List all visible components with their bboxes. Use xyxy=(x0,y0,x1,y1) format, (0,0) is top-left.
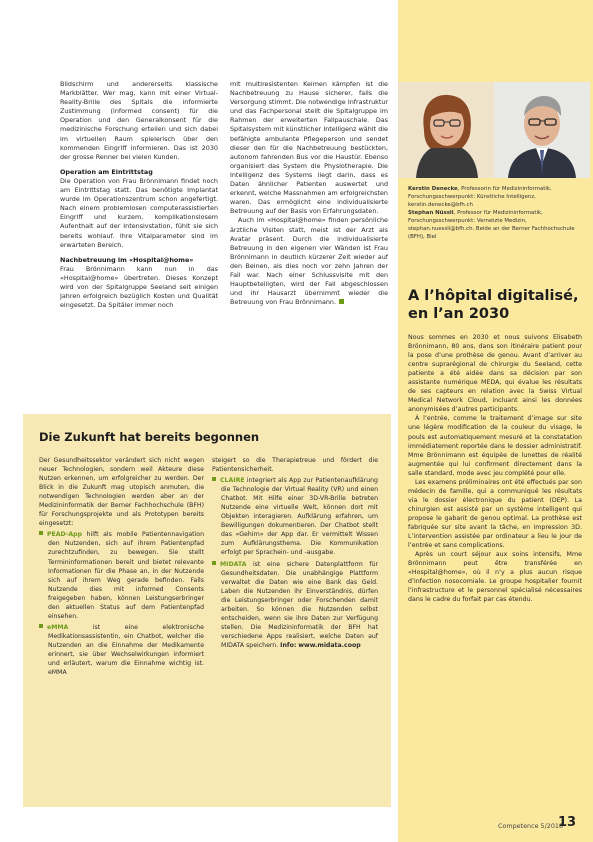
info-box-column-2 xyxy=(212,456,378,801)
author-bio xyxy=(408,186,584,209)
author-description: , Professor für Medizininformatik, Forschungsschwerpunkt: Vernetzte Medizin, stephan.nuessli@bfh.ch. Beide an der Berner Fachhochschule (BFH), Biel xyxy=(408,210,575,240)
portrait-photo-right xyxy=(494,82,590,178)
bullet-square-icon xyxy=(212,477,216,481)
bullet-square-icon xyxy=(39,531,43,535)
info-box-column-1 xyxy=(39,456,204,801)
author-description: , Professorin für Medizininformatik, Forschungsschwerpunkt: Künstliche Intelligenz, kerstin.denecke@bfh.ch xyxy=(408,186,552,208)
author-bio xyxy=(408,210,584,241)
sidebar-paragraph: À l’entrée, comme le traitement d’image sur site une légère modification de la couleur du visage, le pouls est automatiquement mesuré et la constatation immédiatement reportée dans le dossier administratif. Mme Brönnimann est équipée de lunettes de réalité augmentée qui lui confirment directement dans la salle standard, mode avec jeu complété pour elle. xyxy=(408,415,582,477)
bullet-square-icon xyxy=(212,561,216,565)
info-box-continuation: steigert so die Therapietreue und fördert die Patientensicherheit. xyxy=(212,457,378,474)
bullet-item xyxy=(39,530,204,620)
journal-footer: Competence 5/2018 xyxy=(498,822,564,830)
bullet-item xyxy=(212,560,378,650)
info-link[interactable]: www.midata.coop xyxy=(298,641,361,649)
sidebar-paragraph: Après un court séjour aux soins intensifs, Mme Brönnimann peut être transférée en «Hospital@home», où il n’y a plus aucun risque d’infection nosocomiale. Le groupe hospitalier fournit l’infrastructure et le personnel spécialisé nécessaires dans le cadre du forfait par cas étendu. xyxy=(408,551,582,604)
sidebar-paragraph: Nous sommes en 2030 et nous suivons Elisabeth Brönnimann, 80 ans, dans son itinéraire patient pour la pose d’une prothèse de genou. Avant d’arriver au centre suprarégional de chirurgie du Seeland, cette patiente a été aidée dans sa décision par son assistante numérique MEDA, qui évalue les résultats de ses capteurs en relation avec la Swiss Virtual Medical Network Cloud, incluant ainsi les données anonymisées d’autres participants. xyxy=(408,334,582,414)
bullet-name: CLAIRE xyxy=(220,477,245,485)
article-paragraph xyxy=(230,216,388,307)
info-box-intro: Der Gesundheitssektor verändert sich nicht wegen neuer Technologien, sondern weil Akteure diese Nutzen erkennen, um erfolgreicher zu werden. Der Blick in die Zukunft mag utopisch anmuten, die notwendigen Technologien werden aber an der Medizininformatik der Berner Fachhochschule (BFH) für Forschungsprojekte und als Prototypen bereits eingesetzt: xyxy=(39,457,204,528)
portrait-photo-left xyxy=(398,82,494,178)
page-number: 13 xyxy=(558,815,577,830)
article-paragraph: mit multiresistenten Keimen kämpfen ist die Nachbetreuung zu Hause sicherer, falls die Versorgung stimmt. Die notwendige Infrastruktur und das Fachpersonal stellt die Spitalgruppe im Rahmen der erweiterten Fallpauschale. Das Spitalsystem mit künstlicher Intelligenz wählt die befähigte ambulante Pflegeperson und sendet dieser den für die Nachbetreuung bestückten, autonom fahrenden Bus vor die Haustür. Ebenso organisiert das System die Physiotherapie. Die Intelligenz des Systems liegt darin, dass es Daten ähnlicher Patienten auswertet und erkennt, welche Massnahmen am erfolgreichsten waren. Das ermöglicht eine individualisierte Betreuung auf der Basis von Erfahrungsdaten. xyxy=(230,80,388,216)
sidebar-body xyxy=(408,333,582,803)
article-column-2 xyxy=(230,80,388,405)
bullet-name: eMMA xyxy=(47,623,69,631)
bullet-text: ist eine elektronische Medikationsassistentin, ein Chatbot, welcher die Nutzenden an die Einnahme der Medikamente erinnert, sie über Wechselwirkungen informiert und erläutert, warum die Einnahme wichtig ist. eMMA xyxy=(48,623,204,677)
sidebar-paragraph: Les examens préliminaires ont été effectués par son médecin de famille, qui a communiqué les résultats via le dossier électronique du patient (DEP). La chirurgien est assisté par un système intelligent qui propose le gabarit de genou optimal. La prothèse est fabriquée sur site avant la tâche, en impression 3D. L’intervention assistée par ordinateur a lieu le jour de l’entrée et sans complications. xyxy=(408,478,582,550)
author-name: Kerstin Denecke xyxy=(408,186,458,192)
author-bios xyxy=(408,186,584,243)
portrait-woman-image xyxy=(398,82,494,178)
bullet-square-icon xyxy=(39,624,43,628)
author-name: Stephan Nüssli xyxy=(408,210,454,217)
article-paragraph: Bildschirm und andererseits klassische Markblätter. Wer mag, kann mit einer Virtual-Reality-Brille des Spitals die informierte Zustimmung (informed consent) für die Operation und den Generalkonsent für die medizinische Forschung erteilen und sich dabei im virtuellen Raum spielerisch über den kommenden Eingriff informieren. Das ist 2030 der grosse Renner bei vielen Kunden. xyxy=(60,80,218,161)
section-heading: Operation am Eintrittstag xyxy=(60,167,153,176)
bullet-name: PEAD-App xyxy=(47,531,83,539)
bullet-text: integriert als App zur Patientenaufklärung die Technologie der Virtual Reality (VR) und einen Chatbot. Mit Hilfe einer 3D-VR-Brille betreten Nutzende eine virtuelle Welt, können dort mit Objekten interagieren. Aufklärung erfahren, um Bewilligungen dokumentieren. Der Chatbot stellt das «Gehirn» der App dar. Er vermittelt Wissen zum Aufklärungsthema. Die Kommunikation erfolgt per Sprachein- und -ausgabe. xyxy=(221,477,378,557)
info-box-title: Die Zukunft hat bereits begonnen xyxy=(39,430,260,444)
portrait-man-image xyxy=(494,82,590,178)
sidebar-title: A l’hôpital digitalisé, en l’an 2030 xyxy=(408,288,579,322)
article-paragraph: Die Operation von Frau Brönnimann findet noch am Eintrittstag statt. Das benötigte Implantat wurde im Operationszentrum schon angefertigt. Nach einem problemlosen computerassistierten Eingriff und kurzem, komplikationslosem Aufenthalt auf der Intensivstation, fühlt sie sich bereits wohlauf. Ihre Vitalparameter sind im erwarteten Bereich. xyxy=(60,176,218,249)
bullet-name: MIDATA xyxy=(220,560,247,568)
info-label: Info: xyxy=(280,641,297,649)
bullet-text: ist eine sichere Datenplattform für Gesundheitsdaten. Die unabhängige Plattform verwaltet die Daten wie eine Bank das Geld. Laben die Nutzenden ihr Einverständnis, dürfen die Leistungserbringer oder Forschenden damit arbeiten. So können die Nutzenden selbst entscheiden, wenn sie ihre Daten zur Verfügung stellen. Die Medizininformatik der BFH hat verschiedene Apps realisiert, welche Daten auf MIDATA speichern. xyxy=(221,560,378,649)
bullet-item xyxy=(39,623,204,677)
bullet-text: hilft als mobile Patientennavigation den Nutzenden, sich auf ihrem Patientenpfad zurechtzufinden, zu bewegen. Sie stellt Termininformationen bereit und bietet relevante Informationen für die Phase an, in der Nutzende sich auf ihrem Weg gerade befinden. Falls Nutzende dies mit informed Consents freigegeben haben, können Leistungserbringer den aktuellen Status auf dem Patientenpfad einsehen. xyxy=(48,531,204,620)
article-column-1 xyxy=(60,80,218,405)
article-paragraph: Frau Brönnimann kann nun in das «Hospital@home» übertreten. Dieses Konzept wird von der Spitalgruppe Seeland seit einigen Jahren erfolgreich bezüglich Kosten und Qualität eingesetzt. Da Spitäler immer noch xyxy=(60,264,218,310)
bullet-item xyxy=(212,476,378,557)
section-heading: Nachbetreuung im «Hospital@home» xyxy=(60,255,194,264)
article-paragraph-text: Auch im «Hospital@home» finden persönliche ärztliche Visiten statt, meist ist der Arzt als Avatar präsent. Durch die individualisierte Betreuung in den eigenen vier Wänden ist Frau Brönnimann in deutlich kürzerer Zeit wieder auf den Beinen, als dies noch vor zehn Jahren der Fall war. Nach einer Schlussvisite mit den Hauptbeteiligten, wird der Fall abgeschlossen und ihr Hausarzt übernimmt wieder die Betreuung von Frau Brönnimann. xyxy=(230,216,388,307)
end-mark-icon xyxy=(339,299,344,304)
